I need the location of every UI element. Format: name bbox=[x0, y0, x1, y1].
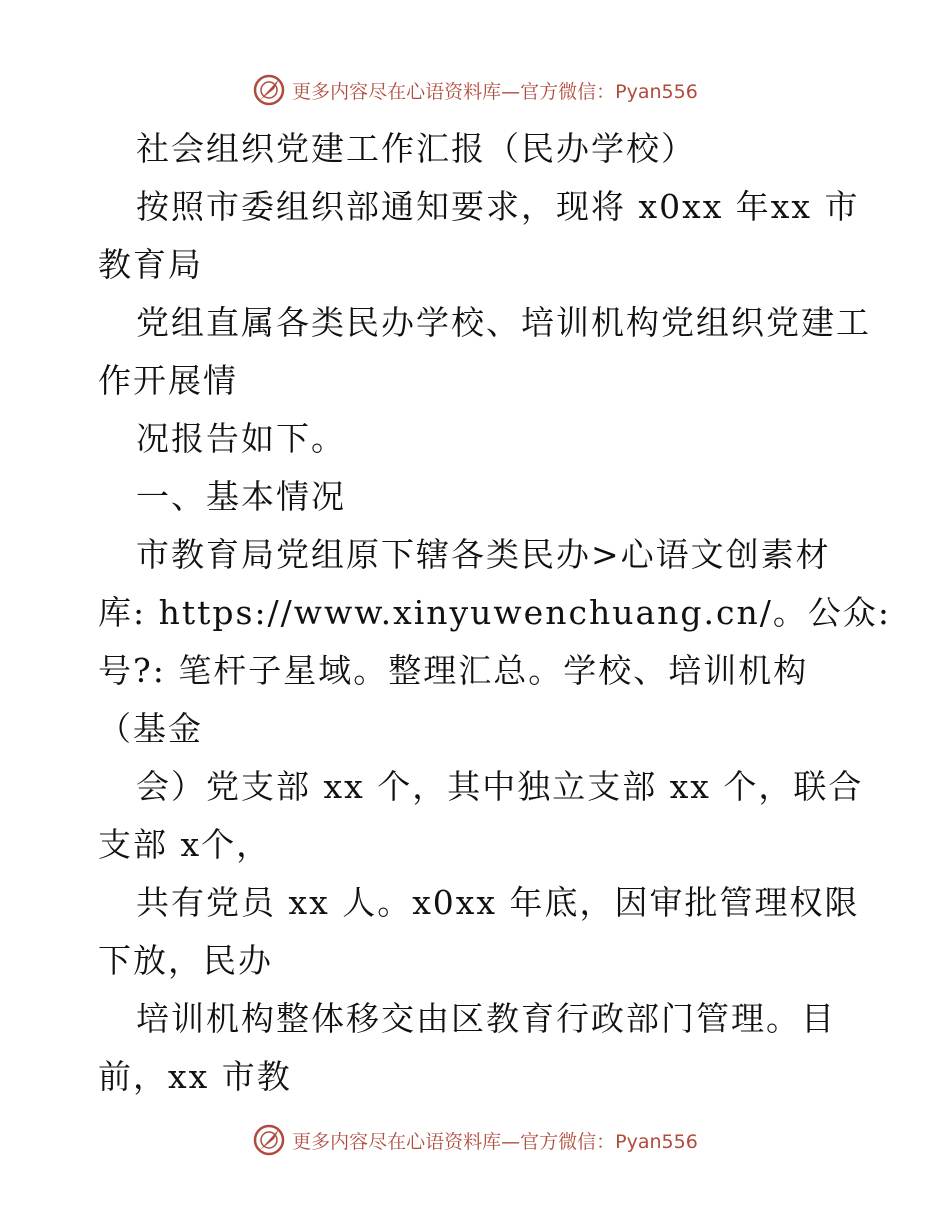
header-watermark-banner bbox=[0, 70, 950, 110]
paragraph-line: （基金 bbox=[98, 709, 203, 748]
feather-pen-icon bbox=[252, 1123, 286, 1157]
section-heading: 一、基本情况 bbox=[136, 477, 346, 516]
paragraph-line: 市教育局党组原下辖各类民办>心语文创素材 bbox=[136, 535, 831, 574]
paragraph-line: 教育局 bbox=[98, 245, 203, 284]
paragraph-line: 党组直属各类民办学校、培训机构党组织党建工 bbox=[136, 303, 871, 342]
footer-watermark-banner bbox=[0, 1120, 950, 1160]
paragraph-line: 号?: 笔杆子星域。整理汇总。学校、培训机构 bbox=[98, 651, 809, 690]
watermark-text: 更多内容尽在心语资料库—官方微信：Pyan556 bbox=[292, 80, 698, 103]
document-title: 社会组织党建工作汇报（民办学校） bbox=[136, 129, 696, 168]
paragraph-line: 按照市委组织部通知要求，现将 x0xx 年xx 市 bbox=[136, 187, 860, 226]
paragraph-line: 培训机构整体移交由区教育行政部门管理。目 bbox=[136, 999, 836, 1038]
feather-pen-icon bbox=[252, 73, 286, 107]
watermark-text: 更多内容尽在心语资料库—官方微信：Pyan556 bbox=[292, 1130, 698, 1153]
paragraph-line: 支部 x个， bbox=[98, 825, 272, 864]
paragraph-line: 作开展情 bbox=[98, 361, 238, 400]
paragraph-line: 下放，民办 bbox=[98, 941, 273, 980]
paragraph-line: 况报告如下。 bbox=[136, 419, 346, 458]
document-body bbox=[98, 120, 891, 1106]
paragraph-line: 前，xx 市教 bbox=[98, 1057, 292, 1096]
paragraph-line: 会）党支部 xx 个，其中独立支部 xx 个，联合 bbox=[136, 767, 864, 806]
paragraph-line: 共有党员 xx 人。x0xx 年底，因审批管理权限 bbox=[136, 883, 860, 922]
paragraph-line: 库: https://www.xinyuwenchuang.cn/。公众: bbox=[98, 593, 891, 632]
